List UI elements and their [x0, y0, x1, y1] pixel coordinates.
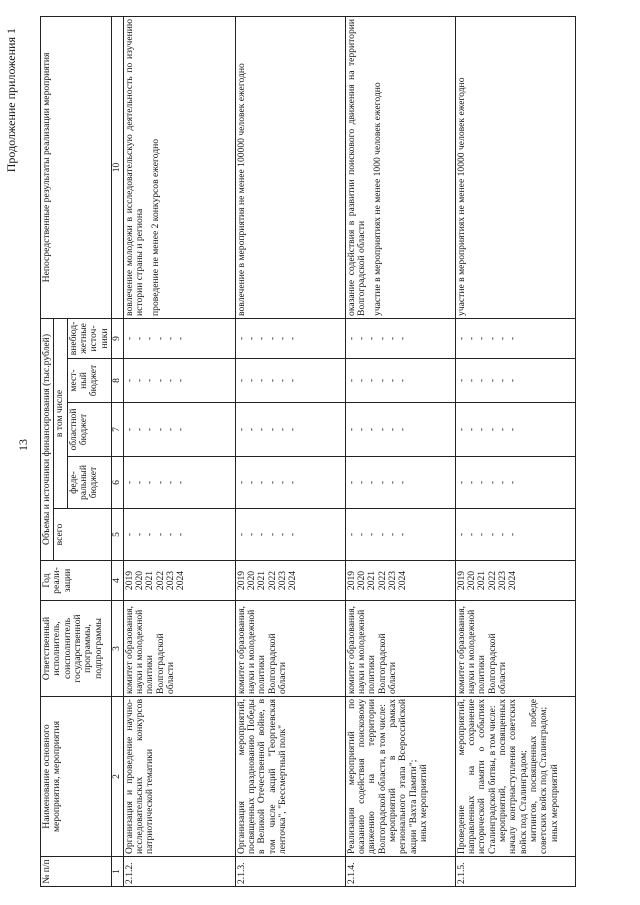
- extra-values: - - - - - -: [123, 318, 235, 358]
- header-result: Непосредственные результаты реализации мероприятия: [41, 16, 112, 318]
- federal-values: - - - - - -: [235, 457, 345, 509]
- federal-values: - - - - - -: [455, 457, 575, 509]
- header-total: всего: [54, 509, 112, 561]
- row-responsible: комитет образования, науки и молодежной политики Волгоградской области: [345, 601, 455, 697]
- col-number: 6: [112, 457, 123, 509]
- header-funding: Объемы и источники финансирования (тыс.рублей): [41, 318, 54, 560]
- table-row: [123, 16, 235, 886]
- total-values: - - - - - -: [123, 509, 235, 561]
- regional-values: - - - - - -: [123, 403, 235, 457]
- header-responsible: Ответственный исполнитель, соисполнитель государственной программы, подпрограммы: [41, 601, 112, 697]
- row-results: вовлечение молодежи в исследовательскую деятельность по изучению истории страны и региона проведение не менее 2 конкурсов ежегодно: [123, 16, 235, 318]
- program-table: [40, 16, 576, 887]
- header-extra: внебюд- жетные источ- ники: [67, 318, 111, 358]
- col-number: 4: [112, 561, 123, 601]
- table-row: [345, 16, 455, 886]
- col-number: 1: [112, 857, 123, 887]
- local-values: - - - - - -: [235, 359, 345, 403]
- row-years: 2019 2020 2021 2022 2023 2024: [123, 561, 235, 601]
- total-values: - - - - - -: [235, 509, 345, 561]
- header-local: мест- ный бюджет: [67, 359, 111, 403]
- row-name: Организация и проведение научно-исследовательских конкурсов патриотической тематики: [123, 697, 235, 857]
- col-number: 7: [112, 403, 123, 457]
- extra-values: - - - - - -: [455, 318, 575, 358]
- row-responsible: комитет образования, науки и молодежной политики Волгоградской области: [455, 601, 575, 697]
- col-number: 2: [112, 697, 123, 857]
- local-values: - - - - - -: [345, 359, 455, 403]
- row-name: Проведение мероприятий, направленных на сохранение исторической памяти о событиях Сталинградской битвы, в том числе: мероприятий, посвященных началу контрнаступления советских войск под Сталинградом; митингов, посвященных победе советских войск под Сталинградом; иных мероприятий: [455, 697, 575, 857]
- row-name: Организация мероприятий, посвященных празднованию Победы в Великой Отечественной войне, в том числе акций "Георгиевская ленточка", "Бессмертный полк": [235, 697, 345, 857]
- header-num: № п/п: [41, 857, 112, 887]
- page-number: 13: [16, 439, 30, 451]
- extra-values: - - - - - -: [235, 318, 345, 358]
- row-number: 2.1.2.: [123, 857, 235, 887]
- federal-values: - - - - - -: [345, 457, 455, 509]
- regional-values: - - - - - -: [455, 403, 575, 457]
- row-years: 2019 2020 2021 2022 2023 2024: [235, 561, 345, 601]
- row-results: участие в мероприятиях не менее 10000 человек ежегодно: [455, 16, 575, 318]
- row-results: вовлечение в мероприятия не менее 100000 человек ежегодно: [235, 16, 345, 318]
- row-results: оказание содействия в развитии поискового движения на территории Волгоградской области участие в мероприятиях не менее 1000 человек ежегодно: [345, 16, 455, 318]
- total-values: - - - - - -: [345, 509, 455, 561]
- local-values: - - - - - -: [123, 359, 235, 403]
- row-responsible: комитет образования, науки и молодежной политики Волгоградской области: [123, 601, 235, 697]
- row-number: 2.1.3.: [235, 857, 345, 887]
- header-year: Год реали- зации: [41, 561, 112, 601]
- header-name: Наименование основного мероприятия, мероприятия: [41, 697, 112, 857]
- header-incl: в том числе: [54, 318, 67, 508]
- extra-values: - - - - - -: [345, 318, 455, 358]
- row-number: 2.1.4.: [345, 857, 455, 887]
- header-regional: областной бюджет: [67, 403, 111, 457]
- col-number: 3: [112, 601, 123, 697]
- row-years: 2019 2020 2021 2022 2023 2024: [345, 561, 455, 601]
- row-years: 2019 2020 2021 2022 2023 2024: [455, 561, 575, 601]
- row-number: 2.1.5.: [455, 857, 575, 887]
- col-number: 9: [112, 318, 123, 358]
- col-number: 10: [112, 16, 123, 318]
- col-number: 8: [112, 359, 123, 403]
- regional-values: - - - - - -: [235, 403, 345, 457]
- table-row: [455, 16, 575, 886]
- header-federal: феде- ральный бюджет: [67, 457, 111, 509]
- continuation-label: Продолжение приложения 1: [4, 28, 18, 173]
- row-responsible: комитет образования, науки и молодежной политики Волгоградской области: [235, 601, 345, 697]
- col-number: 5: [112, 509, 123, 561]
- table-row: [235, 16, 345, 886]
- local-values: - - - - - -: [455, 359, 575, 403]
- federal-values: - - - - - -: [123, 457, 235, 509]
- regional-values: - - - - - -: [345, 403, 455, 457]
- row-name: Реализация мероприятий по оказанию содействия поисковому движению на территории Волгоградской области, в том числе: мероприятий в рамках регионального этапа Всероссийской акции "Вахта Памяти"; иных мероприятий: [345, 697, 455, 857]
- total-values: - - - - - -: [455, 509, 575, 561]
